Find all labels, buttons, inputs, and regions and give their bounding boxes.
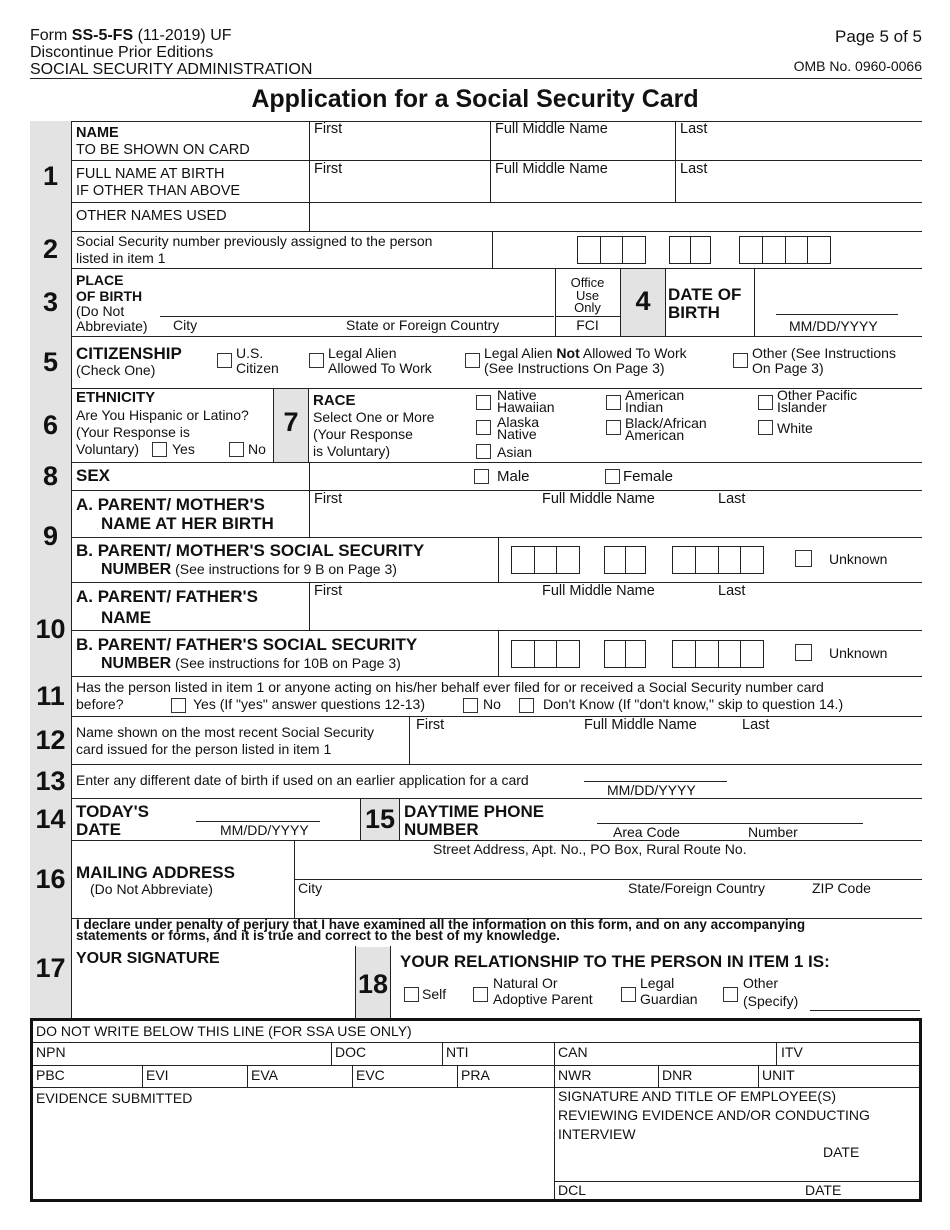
birth-name-label: FULL NAME AT BIRTH xyxy=(76,166,225,182)
legal-alien-not-text-2: Allowed To Work xyxy=(579,345,687,361)
native-hawaiian-label xyxy=(497,387,555,415)
male-label: Male xyxy=(497,468,530,485)
street-address-label: Street Address, Apt. No., PO Box, Rural Route No. xyxy=(433,841,747,857)
birth-last-label: Last xyxy=(680,161,708,177)
citizenship-label: CITIZENSHIP xyxy=(76,344,182,363)
race-note: (Your Response xyxy=(313,426,413,442)
item-13-number: 13 xyxy=(30,764,71,799)
white-label: White xyxy=(777,420,813,436)
mother-ssn-instruction: (See instructions for 9 B on Page 3) xyxy=(171,561,397,577)
mother-ssn-label: B. PARENT/ MOTHER'S SOCIAL SECURITY xyxy=(76,541,425,560)
mother-name-input[interactable] xyxy=(310,510,921,536)
other-citizenship-label-2: On Page 3) xyxy=(752,360,824,376)
date-of-birth-label-2: BIRTH xyxy=(668,303,720,322)
american-indian-text-1: American xyxy=(625,387,685,403)
relationship-self-checkbox[interactable] xyxy=(404,987,419,1002)
prior-card-no-label: No xyxy=(483,696,501,712)
employee-date-label: DATE xyxy=(823,1144,860,1160)
page-title: Application for a Social Security Card xyxy=(251,85,699,113)
legal-alien-not-bold: Not xyxy=(556,345,580,361)
us-citizen-checkbox[interactable] xyxy=(217,353,232,368)
item-1-number: 1 xyxy=(30,121,71,232)
legal-alien-checkbox[interactable] xyxy=(309,353,324,368)
place-of-birth-label-2: OF BIRTH xyxy=(76,288,143,304)
race-instruction: Select One or More xyxy=(313,409,435,425)
us-citizen-label: U.S. xyxy=(236,345,264,361)
can-label: CAN xyxy=(558,1044,588,1060)
other-names-label: OTHER NAMES USED xyxy=(76,208,227,224)
item-15-number: 15 xyxy=(364,804,396,834)
relationship-other-checkbox[interactable] xyxy=(723,987,738,1002)
todays-date-label: TODAY'S xyxy=(76,802,150,821)
state-country-label: State or Foreign Country xyxy=(346,317,500,333)
recent-card-name-input[interactable] xyxy=(410,736,921,763)
name-on-card-input[interactable] xyxy=(310,138,921,159)
legal-alien-not-text-1: Legal Alien xyxy=(484,345,557,361)
office-use-label-3: Only xyxy=(574,300,601,315)
your-signature-label: YOUR SIGNATURE xyxy=(76,950,220,967)
item-5-number: 5 xyxy=(30,336,71,389)
prior-ssn-group[interactable] xyxy=(669,236,711,264)
alaska-native-text-1: Alaska xyxy=(497,414,540,430)
discontinue-note: Discontinue Prior Editions xyxy=(30,44,214,61)
father-ssn-label: B. PARENT/ FATHER'S SOCIAL SECURITY xyxy=(76,635,418,654)
sex-label: SEX xyxy=(76,466,111,485)
evi-label: EVI xyxy=(146,1067,169,1083)
todays-date-label-2: DATE xyxy=(76,820,122,839)
father-ssn-unknown-checkbox[interactable] xyxy=(795,644,812,661)
relationship-parent-label: Natural Or xyxy=(493,975,558,991)
legal-alien-not-label-2: (See Instructions On Page 3) xyxy=(484,360,665,376)
itv-label: ITV xyxy=(781,1044,803,1060)
father-ssn-instruction: (See instructions for 10B on Page 3) xyxy=(171,655,401,671)
relationship-guardian-label-2: Guardian xyxy=(640,991,698,1007)
employee-signature-label-3: INTERVIEW xyxy=(558,1126,636,1142)
black-african-text-2: American xyxy=(625,426,685,443)
relationship-other-input[interactable] xyxy=(810,990,920,1010)
daytime-phone-input[interactable] xyxy=(597,802,863,823)
different-dob-label: Enter any different date of birth if used on an earlier application for a card xyxy=(76,772,529,788)
item-6-number: 6 xyxy=(30,388,71,463)
name-on-card-label: NAME xyxy=(76,125,119,141)
male-checkbox[interactable] xyxy=(474,469,489,484)
other-pacific-text-1: Other Pacific xyxy=(777,387,858,403)
birth-name-sublabel: IF OTHER THAN ABOVE xyxy=(76,183,241,199)
father-name-input[interactable] xyxy=(310,602,921,629)
father-ssn-number-word: NUMBER xyxy=(101,655,172,672)
prior-ssn-sublabel: listed in item 1 xyxy=(76,250,166,266)
birth-middle-label: Full Middle Name xyxy=(495,161,608,177)
mother-last-label: Last xyxy=(718,491,746,507)
item-12-number: 12 xyxy=(30,716,71,765)
todays-date-input[interactable] xyxy=(196,802,320,821)
citizenship-sublabel: (Check One) xyxy=(76,362,156,378)
dcl-date-label: DATE xyxy=(805,1182,842,1198)
race-label: RACE xyxy=(313,392,356,409)
phone-number-label: Number xyxy=(748,824,798,840)
item-10-number: 10 xyxy=(30,582,71,677)
other-pacific-text-2: Islander xyxy=(777,398,827,415)
ethnicity-label: ETHNICITY xyxy=(76,389,156,406)
relationship-parent-label-2: Adoptive Parent xyxy=(493,991,593,1007)
date-of-birth-format: MM/DD/YYYY xyxy=(789,318,878,334)
black-african-american-label xyxy=(625,415,707,443)
different-dob-input[interactable] xyxy=(584,766,727,781)
recent-first-label: First xyxy=(416,717,445,733)
father-first-label: First xyxy=(314,583,343,599)
father-ssn-serial[interactable] xyxy=(672,640,764,668)
item-16-number: 16 xyxy=(30,840,71,919)
ethnicity-note-2: Voluntary) xyxy=(76,441,140,457)
fci-label: FCI xyxy=(576,317,599,333)
evidence-submitted-label: EVIDENCE SUBMITTED xyxy=(36,1090,193,1106)
asian-label: Asian xyxy=(497,444,533,460)
prior-card-before: before? xyxy=(76,696,124,712)
black-african-american-checkbox[interactable] xyxy=(606,420,621,435)
relationship-guardian-checkbox[interactable] xyxy=(621,987,636,1002)
american-indian-label xyxy=(625,387,685,415)
form-prefix: Form xyxy=(30,27,72,44)
npn-label: NPN xyxy=(36,1044,66,1060)
date-of-birth-label: DATE OF xyxy=(668,285,742,304)
pra-label: PRA xyxy=(461,1067,490,1083)
area-code-label: Area Code xyxy=(613,824,680,840)
different-dob-format: MM/DD/YYYY xyxy=(607,782,696,798)
office-use-label: Office xyxy=(570,275,605,290)
recent-last-label: Last xyxy=(742,717,770,733)
prior-card-dont-know-label: Don't Know (If "don't know," skip to question 14.) xyxy=(543,696,844,712)
mother-name-label-2: NAME AT HER BIRTH xyxy=(101,514,274,533)
mother-ssn-unknown-label: Unknown xyxy=(829,551,888,567)
hispanic-no-label: No xyxy=(248,441,266,457)
american-indian-checkbox[interactable] xyxy=(606,395,621,410)
place-of-birth-label: PLACE xyxy=(76,272,124,288)
relationship-self-label: Self xyxy=(422,986,447,1002)
race-note-2: is Voluntary) xyxy=(313,443,391,459)
item-7-number: 7 xyxy=(283,407,299,437)
dnr-label: DNR xyxy=(662,1067,693,1083)
father-name-label-2: NAME xyxy=(101,608,152,627)
female-label: Female xyxy=(623,468,674,485)
father-ssn-sublabel xyxy=(101,656,401,673)
other-pacific-islander-label xyxy=(777,387,858,415)
father-last-label: Last xyxy=(718,583,746,599)
prior-card-no-checkbox[interactable] xyxy=(463,698,478,713)
todays-date-format: MM/DD/YYYY xyxy=(220,822,309,838)
ethnicity-question: Are You Hispanic or Latino? xyxy=(76,407,249,423)
recent-card-name-sublabel: card issued for the person listed in item 1 xyxy=(76,741,332,757)
item-18-number: 18 xyxy=(357,969,389,999)
daytime-phone-label-2: NUMBER xyxy=(404,820,479,839)
other-citizenship-label: Other (See Instructions xyxy=(752,345,896,361)
item-3-number: 3 xyxy=(30,268,71,337)
birth-first-label: First xyxy=(314,161,343,177)
employee-signature-label: SIGNATURE AND TITLE OF EMPLOYEE(S) xyxy=(558,1088,836,1104)
agency-name: SOCIAL SECURITY ADMINISTRATION xyxy=(30,61,313,78)
date-of-birth-input[interactable] xyxy=(776,290,898,314)
legal-alien-not-allowed-checkbox[interactable] xyxy=(465,353,480,368)
page-number: Page 5 of 5 xyxy=(835,27,922,46)
father-ssn-group[interactable] xyxy=(604,640,646,668)
alaska-native-text-2: Native xyxy=(497,425,537,442)
relationship-parent-checkbox[interactable] xyxy=(473,987,488,1002)
mother-ssn-sublabel xyxy=(101,562,397,579)
mailing-city-label: City xyxy=(298,880,323,896)
place-of-birth-input[interactable] xyxy=(160,290,554,316)
hispanic-no-checkbox[interactable] xyxy=(229,442,244,457)
birth-name-input[interactable] xyxy=(310,178,921,201)
item-14-number: 14 xyxy=(30,798,71,841)
declaration-text xyxy=(76,917,806,943)
city-state-zip-input[interactable] xyxy=(295,897,921,917)
alaska-native-label xyxy=(497,414,540,442)
other-citizenship-checkbox[interactable] xyxy=(733,353,748,368)
us-citizen-label-2: Citizen xyxy=(236,360,279,376)
female-checkbox[interactable] xyxy=(605,469,620,484)
prior-ssn-label: Social Security number previously assigned to the person xyxy=(76,233,433,249)
form-number xyxy=(30,28,232,45)
city-label: City xyxy=(173,317,198,333)
office-use-label-2: Use xyxy=(575,288,600,303)
nti-label: NTI xyxy=(446,1044,469,1060)
mailing-address-note: (Do Not Abbreviate) xyxy=(90,881,213,897)
father-ssn-unknown-label: Unknown xyxy=(829,645,888,661)
prior-ssn-area[interactable] xyxy=(577,236,646,264)
nwr-label: NWR xyxy=(558,1067,592,1083)
zip-code-label: ZIP Code xyxy=(812,880,871,896)
prior-card-yes-checkbox[interactable] xyxy=(171,698,186,713)
mother-middle-label: Full Middle Name xyxy=(542,491,655,507)
unit-label: UNIT xyxy=(762,1067,795,1083)
hispanic-yes-label: Yes xyxy=(172,441,195,457)
father-middle-label: Full Middle Name xyxy=(542,583,655,599)
dcl-label: DCL xyxy=(558,1182,587,1198)
item-2-number: 2 xyxy=(30,231,71,269)
other-names-input[interactable] xyxy=(310,203,921,230)
name-on-card-sublabel: TO BE SHOWN ON CARD xyxy=(76,142,250,158)
declaration-line-1: I declare under penalty of perjury that I have examined all the information on this form, and on any accompanying xyxy=(76,917,806,932)
item-9-number: 9 xyxy=(30,490,71,583)
native-hawaiian-text-1: Native xyxy=(497,387,537,403)
mother-ssn-unknown-checkbox[interactable] xyxy=(795,550,812,567)
legal-alien-not-label xyxy=(484,346,687,361)
street-address-input[interactable] xyxy=(295,858,921,878)
mother-ssn-number-word: NUMBER xyxy=(101,561,172,578)
mother-ssn-serial[interactable] xyxy=(672,546,764,574)
relationship-label: YOUR RELATIONSHIP TO THE PERSON IN ITEM 1 IS: xyxy=(400,952,830,971)
recent-card-name-label: Name shown on the most recent Social Security xyxy=(76,724,375,740)
mailing-state-label: State/Foreign Country xyxy=(628,880,765,896)
prior-card-dont-know-checkbox[interactable] xyxy=(519,698,534,713)
item-17-number: 17 xyxy=(30,918,71,1018)
mother-ssn-group[interactable] xyxy=(604,546,646,574)
place-of-birth-note-2: Abbreviate) xyxy=(76,318,148,334)
daytime-phone-label: DAYTIME PHONE xyxy=(404,802,545,821)
father-ssn-area[interactable] xyxy=(511,640,580,668)
relationship-guardian-label: Legal xyxy=(640,975,675,991)
office-use-header: DO NOT WRITE BELOW THIS LINE (FOR SSA USE ONLY) xyxy=(36,1023,412,1039)
asian-checkbox[interactable] xyxy=(476,444,491,459)
mother-ssn-area[interactable] xyxy=(511,546,580,574)
legal-alien-label-2: Allowed To Work xyxy=(328,360,432,376)
eva-label: EVA xyxy=(251,1067,278,1083)
signature-input[interactable] xyxy=(76,970,351,1015)
black-african-text-1: Black/African xyxy=(625,415,707,431)
pbc-label: PBC xyxy=(36,1067,65,1083)
form-version: (11-2019) UF xyxy=(133,27,232,44)
white-checkbox[interactable] xyxy=(758,420,773,435)
mailing-address-label: MAILING ADDRESS xyxy=(76,863,235,882)
evc-label: EVC xyxy=(356,1067,385,1083)
relationship-other-label-2: (Specify) xyxy=(743,993,799,1009)
other-pacific-islander-checkbox[interactable] xyxy=(758,395,773,410)
mother-first-label: First xyxy=(314,491,343,507)
legal-alien-label: Legal Alien xyxy=(328,345,397,361)
employee-signature-label-2: REVIEWING EVIDENCE AND/OR CONDUCTING xyxy=(558,1107,870,1123)
native-hawaiian-checkbox[interactable] xyxy=(476,395,491,410)
american-indian-text-2: Indian xyxy=(625,398,664,415)
first-name-label: First xyxy=(314,121,343,137)
alaska-native-checkbox[interactable] xyxy=(476,420,491,435)
item-11-number: 11 xyxy=(30,676,71,717)
declaration-line-2: statements or forms, and it is true and correct to the best of my knowledge. xyxy=(76,927,560,943)
recent-middle-label: Full Middle Name xyxy=(584,717,697,733)
ethnicity-note: (Your Response is xyxy=(76,424,190,440)
form-id: SS-5-FS xyxy=(71,27,134,44)
native-hawaiian-text-2: Hawaiian xyxy=(497,398,555,415)
middle-name-label: Full Middle Name xyxy=(495,121,608,137)
prior-ssn-serial[interactable] xyxy=(739,236,831,264)
relationship-other-label: Other xyxy=(743,975,779,991)
place-of-birth-note: (Do Not xyxy=(76,303,125,319)
last-name-label: Last xyxy=(680,121,708,137)
item-4-number: 4 xyxy=(635,286,651,316)
prior-card-question: Has the person listed in item 1 or anyone acting on his/her behalf ever filed for or received a Social Security number card xyxy=(76,679,824,695)
doc-label: DOC xyxy=(335,1044,367,1060)
mother-name-label: A. PARENT/ MOTHER'S xyxy=(76,495,265,514)
omb-number: OMB No. 0960-0066 xyxy=(793,58,922,74)
prior-card-yes-label: Yes (If "yes" answer questions 12-13) xyxy=(193,696,425,712)
father-name-label: A. PARENT/ FATHER'S xyxy=(76,587,258,606)
item-8-number: 8 xyxy=(30,462,71,491)
hispanic-yes-checkbox[interactable] xyxy=(152,442,167,457)
